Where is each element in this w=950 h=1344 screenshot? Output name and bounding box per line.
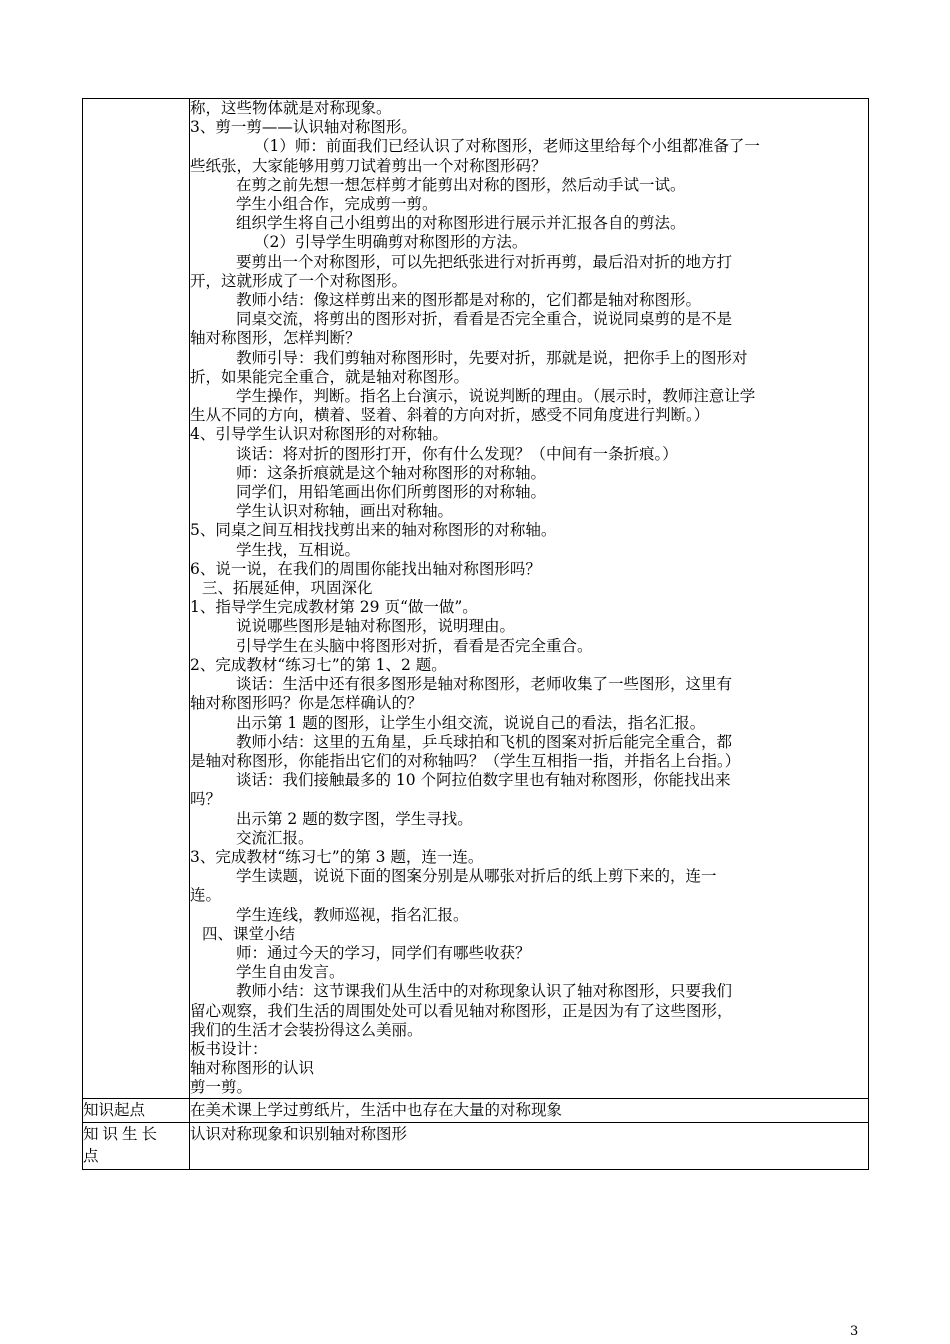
knowledge-growth-label-line2: 点 [83, 1146, 99, 1165]
body-line: 在剪之前先想一想怎样剪才能剪出对称的图形，然后动手试一试。 [236, 175, 686, 194]
process-label-cell [83, 99, 190, 1099]
process-row [83, 99, 869, 1099]
body-line: 谈话：将对折的图形打开，你有什么发现？（中间有一条折痕。） [236, 444, 678, 463]
body-line: 同学们，用铅笔画出你们所剪图形的对称轴。 [236, 483, 547, 502]
knowledge-growth-label-line1: 知识生长 [83, 1124, 162, 1143]
body-line: （1）师：前面我们已经认识了对称图形，老师这里给每个小组都准备了一 [254, 137, 760, 156]
body-line: 吗？ [190, 790, 222, 809]
body-line: 师：这条折痕就是这个轴对称图形的对称轴。 [236, 463, 547, 482]
body-line: 是轴对称图形，你能指出它们的对称轴吗？（学生互相指一指，并指名上台指。） [190, 751, 741, 770]
body-line: 轴对称图形，怎样判断？ [190, 329, 361, 348]
body-line: 师：通过今天的学习，同学们有哪些收获？ [236, 943, 531, 962]
body-line: 要剪出一个对称图形，可以先把纸张进行对折再剪，最后沿对折的地方打 [236, 252, 733, 271]
body-line: 3、完成教材“练习七”的第 3 题，连一连。 [190, 847, 484, 866]
body-line: 轴对称图形吗？你是怎样确认的？ [190, 694, 423, 713]
body-line: 6、说一说，在我们的周围你能找出轴对称图形吗？ [190, 559, 541, 578]
body-line: 四、课堂小结 [202, 924, 296, 943]
body-line: 开，这就形成了一个对称图形。 [190, 271, 408, 290]
body-line: 出示第 2 题的数字图，学生寻找。 [236, 809, 473, 828]
body-line: 称，这些物体就是对称现象。 [190, 99, 392, 117]
knowledge-start-row [83, 1098, 869, 1122]
body-line: 折，如果能完全重合，就是轴对称图形。 [190, 367, 470, 386]
body-line: 2、完成教材“练习七”的第 1、2 题。 [190, 655, 447, 674]
body-line: 谈话：生活中还有很多图形是轴对称图形，老师收集了一些图形，这里有 [236, 675, 733, 694]
body-line: 学生找，互相说。 [236, 540, 361, 559]
body-lines [190, 99, 868, 1098]
body-line: 谈话：我们接触最多的 10 个阿拉伯数字里也有轴对称图形，你能找出来 [236, 771, 731, 790]
page-number: 3 [850, 1324, 859, 1339]
body-line: 1、指导学生完成教材第 29 页“做一做”。 [190, 598, 478, 617]
lesson-plan-table [82, 98, 869, 1170]
body-line: （2）引导学生明确剪对称图形的方法。 [254, 233, 528, 252]
body-line: 教师引导：我们剪轴对称图形时，先要对折，那就是说，把你手上的图形对 [236, 348, 748, 367]
teaching-process-content [190, 99, 869, 1099]
body-line: 学生自由发言。 [236, 963, 345, 982]
body-line: 留心观察，我们生活的周围处处可以看见轴对称图形，正是因为有了这些图形， [190, 1001, 733, 1020]
body-line: 3、剪一剪——认识轴对称图形。 [190, 118, 417, 137]
body-line: 学生读题，说说下面的图案分别是从哪张对折后的纸上剪下来的，连一 [236, 867, 717, 886]
body-line: 学生操作，判断。指名上台演示，说说判断的理由。（展示时，教师注意让学 [236, 387, 756, 406]
body-line: 组织学生将自己小组剪出的对称图形进行展示并汇报各自的剪法。 [236, 214, 686, 233]
body-line: 引导学生在头脑中将图形对折，看看是否完全重合。 [236, 636, 593, 655]
body-line: 剪一剪。 [190, 1078, 253, 1097]
body-line: 交流汇报。 [236, 828, 314, 847]
knowledge-growth-row [83, 1122, 869, 1169]
body-line: 轴对称图形的认识 [190, 1059, 315, 1078]
body-line: 连。 [190, 886, 222, 905]
body-line: 教师小结：这节课我们从生活中的对称现象认识了轴对称图形，只要我们 [236, 982, 733, 1001]
body-line: 我们的生活才会装扮得这么美丽。 [190, 1020, 423, 1039]
body-line: 生从不同的方向，横着、竖着、斜着的方向对折，感受不同角度进行判断。） [190, 406, 710, 425]
body-line: 教师小结：像这样剪出来的图形都是对称的，它们都是轴对称图形。 [236, 291, 702, 310]
knowledge-growth-label-cell [83, 1122, 190, 1169]
body-line: 4、引导学生认识对称图形的对称轴。 [190, 425, 448, 444]
body-line: 教师小结：这里的五角星，乒乓球拍和飞机的图案对折后能完全重合，都 [236, 732, 733, 751]
knowledge-start-label: 知识起点 [83, 1098, 190, 1122]
knowledge-growth-value: 认识对称现象和识别轴对称图形 [190, 1122, 869, 1169]
body-line: 三、拓展延伸，巩固深化 [202, 579, 373, 598]
body-line: 板书设计： [190, 1039, 268, 1058]
body-line: 出示第 1 题的图形，让学生小组交流，说说自己的看法，指名汇报。 [236, 713, 706, 732]
knowledge-start-value: 在美术课上学过剪纸片，生活中也存在大量的对称现象 [190, 1098, 869, 1122]
body-line: 同桌交流，将剪出的图形对折，看看是否完全重合，说说同桌剪的是不是 [236, 310, 733, 329]
body-line: 说说哪些图形是轴对称图形，说明理由。 [236, 617, 516, 636]
body-line: 学生小组合作，完成剪一剪。 [236, 195, 438, 214]
body-line: 5、同桌之间互相找找剪出来的轴对称图形的对称轴。 [190, 521, 557, 540]
body-line: 些纸张，大家能够用剪刀试着剪出一个对称图形码？ [190, 156, 547, 175]
body-line: 学生认识对称轴，画出对称轴。 [236, 502, 454, 521]
body-line: 学生连线，教师巡视，指名汇报。 [236, 905, 469, 924]
